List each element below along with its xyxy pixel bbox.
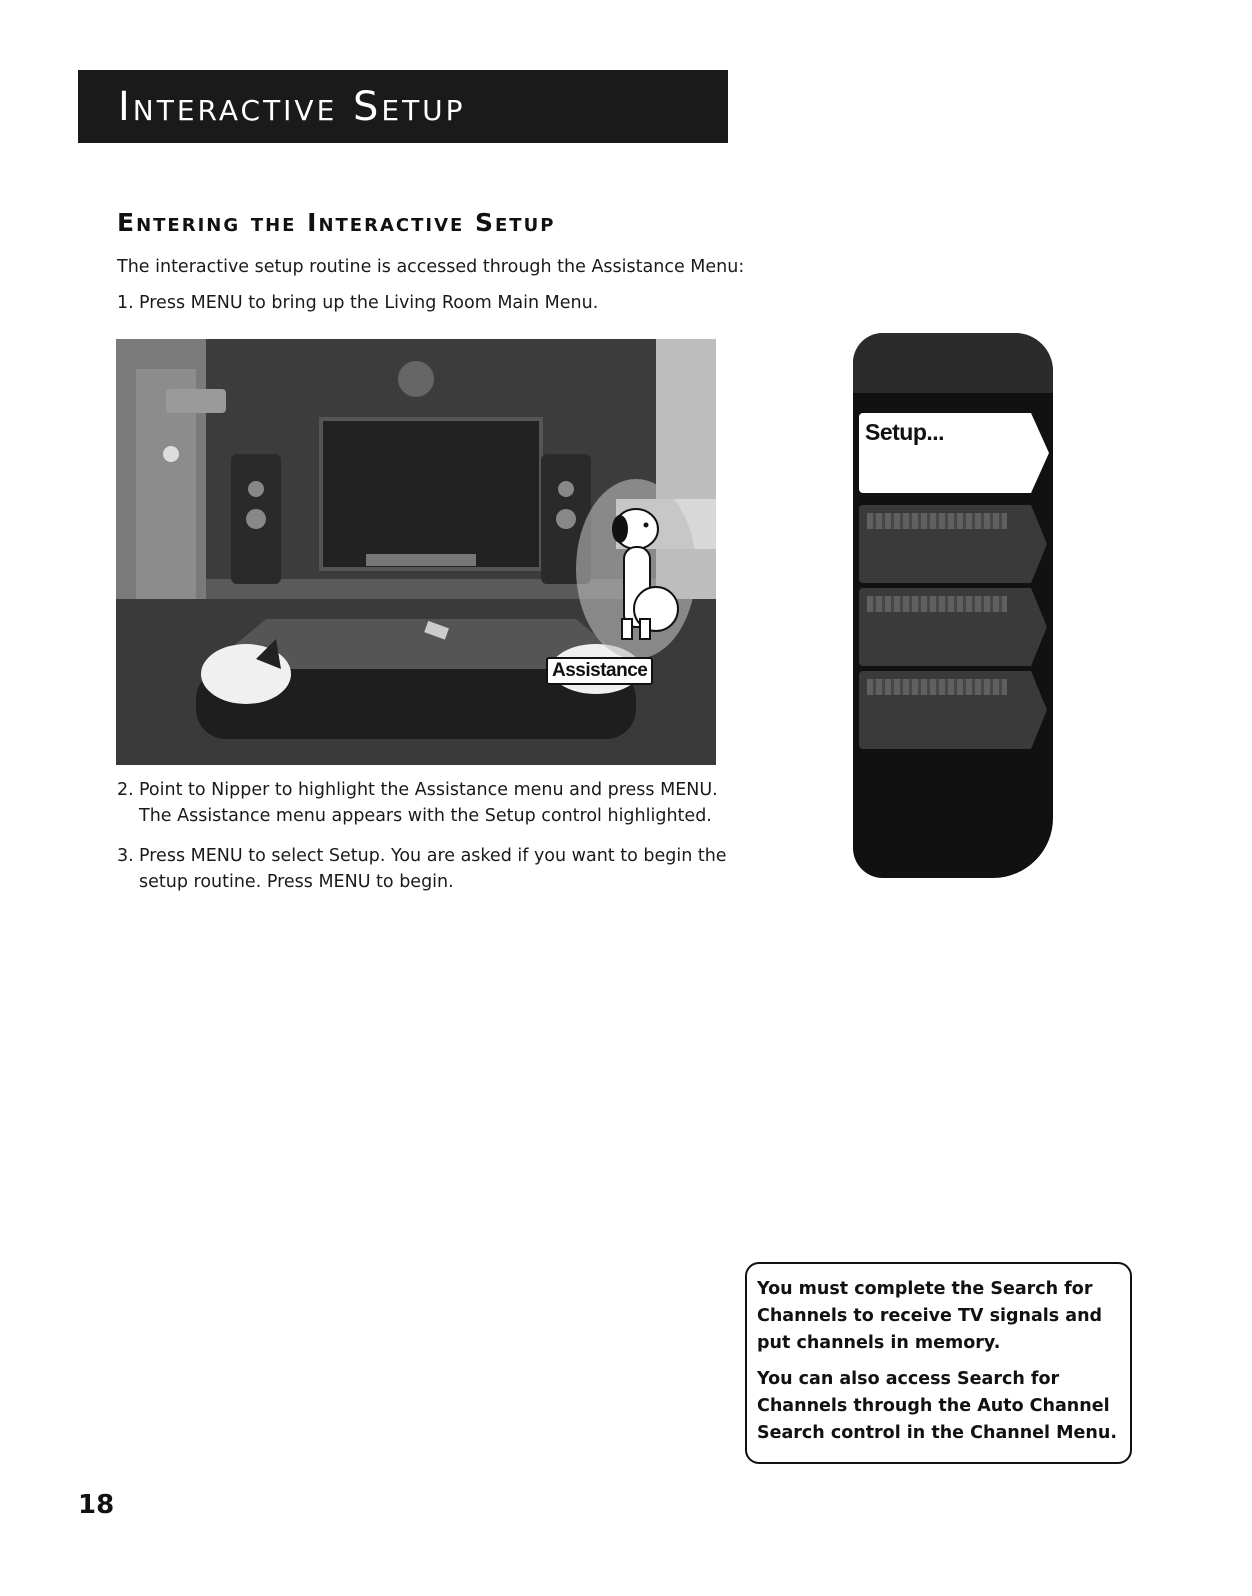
section-title: Entering the Interactive Setup bbox=[117, 208, 556, 237]
assistance-menu-screenshot bbox=[853, 333, 1053, 878]
chevron-right-icon bbox=[1031, 671, 1047, 749]
menu-item[interactable] bbox=[859, 588, 1031, 666]
menu-header bbox=[853, 333, 1053, 393]
assistance-menu-label[interactable]: Assistance bbox=[546, 657, 653, 685]
intro-text: The interactive setup routine is accessed through the Assistance Menu: bbox=[117, 257, 745, 277]
setup-arrow-icon bbox=[1031, 413, 1049, 493]
menu-item[interactable] bbox=[859, 505, 1031, 583]
setup-menu-item[interactable] bbox=[859, 413, 1031, 493]
banner-title: Interactive Setup bbox=[118, 84, 466, 130]
step-3 bbox=[117, 843, 737, 895]
setup-menu-label: Setup... bbox=[865, 419, 945, 445]
menu-item-text bbox=[867, 513, 1007, 529]
header-banner bbox=[78, 70, 728, 143]
step-2 bbox=[117, 777, 737, 829]
step-number: 3. bbox=[117, 846, 134, 866]
living-room-screenshot bbox=[116, 339, 716, 765]
chevron-right-icon bbox=[1031, 588, 1047, 666]
step-text: Press MENU to bring up the Living Room Main Menu. bbox=[139, 293, 599, 313]
note-paragraph-2: You can also access Search for Channels through the Auto Channel Search control in the Channel Menu. bbox=[757, 1369, 1117, 1443]
living-room-illustration bbox=[116, 339, 716, 765]
step-1 bbox=[117, 290, 737, 316]
page-number: 18 bbox=[78, 1490, 115, 1520]
menu-item-text bbox=[867, 679, 1007, 695]
step-text: Point to Nipper to highlight the Assistance menu and press MENU. The Assistance menu appears with the Setup control highlighted. bbox=[139, 780, 718, 826]
step-text: Press MENU to select Setup. You are asked if you want to begin the setup routine. Press MENU to begin. bbox=[139, 846, 727, 892]
menu-item-text bbox=[867, 596, 1007, 612]
note-paragraph-1: You must complete the Search for Channels to receive TV signals and put channels in memory. bbox=[757, 1279, 1103, 1353]
step-number: 1. bbox=[117, 293, 134, 313]
note-box bbox=[745, 1262, 1132, 1464]
menu-item[interactable] bbox=[859, 671, 1031, 749]
step-number: 2. bbox=[117, 780, 134, 800]
chevron-right-icon bbox=[1031, 505, 1047, 583]
